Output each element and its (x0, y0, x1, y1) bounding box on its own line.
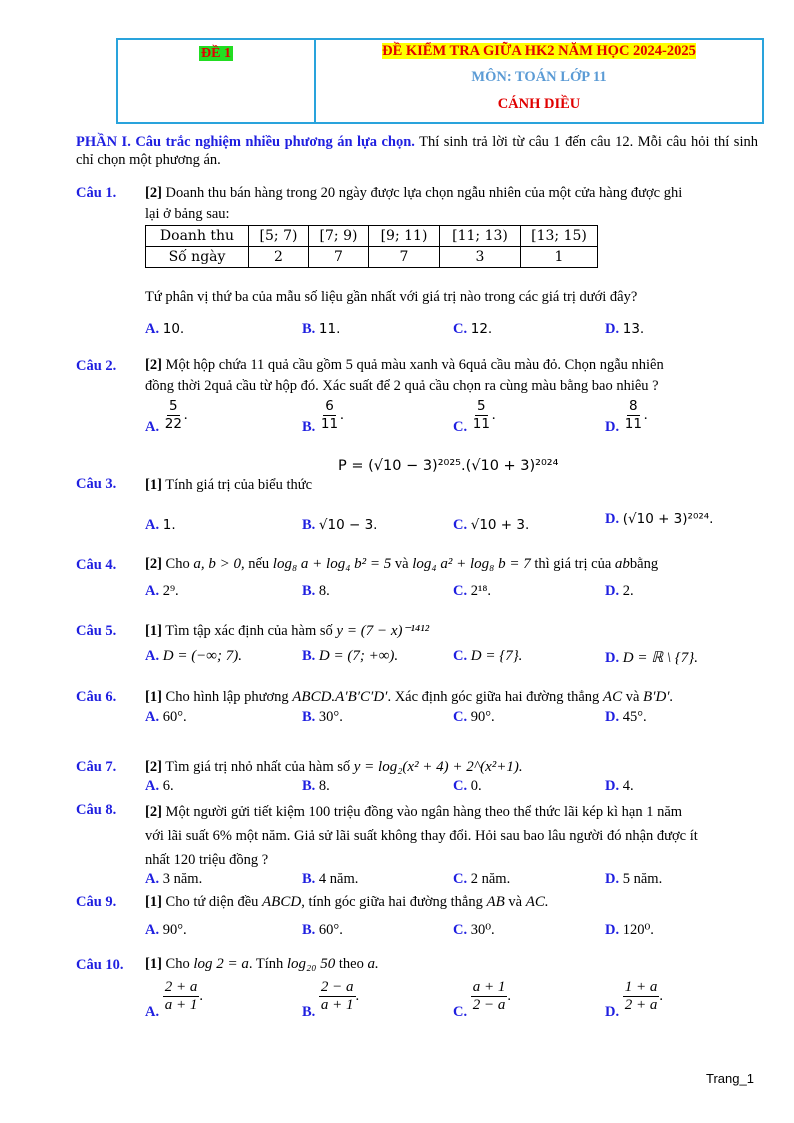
table-cell: 1 (521, 247, 598, 268)
q1-stem (145, 183, 757, 225)
q5-option-a: A. D = (−∞; 7). (145, 648, 242, 664)
q7-stem: [2] Tìm giá trị nhỏ nhất của hàm số y = log₂(x² + 4) + 2^(x²+1). (145, 759, 523, 775)
q4-level: [2] (145, 556, 162, 572)
q3-option-b: B. √10 − 3. (302, 517, 378, 533)
q3-option-a: A. 1. (145, 517, 176, 533)
q4-stem: [2] Cho a, b > 0, nếu log₈ a + log₄ b² = 5 và log₄ a² + log₈ b = 7 thì giá trị của abbằng (145, 556, 659, 572)
exam-header (116, 38, 764, 124)
q2-stem (145, 355, 757, 397)
exam-subject: MÔN: TOÁN LỚP 11 (471, 69, 607, 85)
table-cell: 7 (369, 247, 440, 268)
q3-level: [1] (145, 477, 162, 493)
q9-option-b: B. 60°. (302, 922, 343, 938)
exam-code: ĐỀ 1 (201, 46, 231, 61)
q2-label: Câu 2. (76, 358, 117, 374)
q6-option-b: B. 30°. (302, 709, 343, 725)
q2-line2: đồng thời 2quả cầu từ hộp đó. Xác suất để 2 quả cầu chọn ra cùng màu bằng bao nhiêu ? (145, 378, 659, 394)
q5-option-c: C. D = {7}. (453, 648, 523, 664)
q5-level: [1] (145, 623, 162, 639)
q2-option-b: B. $\frac{6}{11}$ . (302, 398, 344, 435)
q2-option-a: A. $\frac{5}{22}$ . (145, 398, 188, 435)
q10-option-c: C. $\frac{a + 1}{2 - a}$ . (453, 979, 511, 1020)
q7-label: Câu 7. (76, 759, 117, 775)
table-cell: Số ngày (146, 247, 249, 268)
q9-level: [1] (145, 894, 162, 910)
table-row (146, 247, 598, 268)
q1-data-table (145, 225, 598, 268)
part1-instruction: Thí sinh trả lời từ câu 1 đến câu 12. Mỗi câu hỏi thí sinh chỉ chọn một phương án. (76, 134, 758, 168)
table-cell: [7; 9) (309, 226, 369, 247)
header-right-cell (316, 40, 762, 122)
q2-level: [2] (145, 357, 162, 373)
table-cell: [9; 11) (369, 226, 440, 247)
q10-option-b: B. $\frac{2 - a}{a + 1}$ . (302, 979, 360, 1020)
q8-option-a: A. 3 năm. (145, 871, 203, 887)
page-number: Trang_1 (706, 1071, 754, 1086)
q5-option-d: D. D = ℝ \ {7}. (605, 650, 698, 666)
q7-option-d: D. 4. (605, 778, 634, 794)
q3-option-d: D. (√10 + 3)²⁰²⁴. (605, 511, 714, 527)
q4-option-b: B. 8. (302, 583, 330, 599)
q4-option-c: C. 2¹⁸. (453, 583, 492, 599)
q5-option-b: B. D = (7; +∞). (302, 648, 399, 664)
q10-stem: [1] Cho log 2 = a. Tính log₂₀ 50 theo a. (145, 956, 379, 972)
table-cell: 3 (440, 247, 521, 268)
q10-option-d: D. $\frac{1 + a}{2 + a}$ . (605, 979, 663, 1020)
exam-title: ĐỀ KIỂM TRA GIỮA HK2 NĂM HỌC 2024-2025 (382, 43, 696, 59)
q6-stem: [1] Cho hình lập phương ABCD.A′B′C′D′. Xác định góc giữa hai đường thẳng AC và B′D′. (145, 689, 674, 705)
q4-option-a: A. 2⁹. (145, 583, 179, 599)
part1-intro (76, 133, 758, 169)
q10-label: Câu 10. (76, 957, 124, 973)
q1-option-b: B. 11. (302, 321, 341, 337)
exam-book: CÁNH DIỀU (497, 96, 581, 112)
q6-option-c: C. 90°. (453, 709, 495, 725)
table-cell: 7 (309, 247, 369, 268)
q8-stem: [2] Một người gửi tiết kiệm 100 triệu đồng vào ngân hàng theo thể thức lãi kép kì hạn 1 năm với lãi suất 6% một năm. Giả sử lãi suất không thay đổi. Hỏi sau bao lâu người đó nhận được ít nhất 120 triệu đồng ? (145, 804, 698, 868)
table-cell: Doanh thu (146, 226, 249, 247)
q1-line1: Doanh thu bán hàng trong 20 ngày được lựa chọn ngẫu nhiên của một cửa hàng được ghi (161, 185, 683, 201)
header-left-cell (118, 40, 316, 122)
q2-option-c: C. $\frac{5}{11}$ . (453, 398, 496, 435)
table-cell: [5; 7) (249, 226, 309, 247)
q1-option-a: A. 10. (145, 321, 185, 337)
q4-label: Câu 4. (76, 557, 117, 573)
q8-option-c: C. 2 năm. (453, 871, 511, 887)
q10-option-a: A. $\frac{2 + a}{a + 1}$ . (145, 979, 203, 1020)
table-cell: [13; 15) (521, 226, 598, 247)
table-header-row (146, 226, 598, 247)
table-cell: [11; 13) (440, 226, 521, 247)
q5-stem: [1] Tìm tập xác định của hàm số y = (7 − x)⁻¹⁴¹² (145, 623, 430, 639)
q1-option-d: D. 13. (605, 321, 645, 337)
q3-stem (145, 474, 757, 497)
q5-label: Câu 5. (76, 623, 117, 639)
q7-level: [2] (145, 759, 162, 775)
q1-option-c: C. 12. (453, 321, 493, 337)
q7-option-a: A. 6. (145, 778, 174, 794)
q8-level: [2] (145, 804, 162, 820)
q2-line1: Một hộp chứa 11 quả cầu gồm 5 quả màu xanh và 6quả cầu màu đỏ. Chọn ngẫu nhiên (161, 357, 664, 373)
q1-question: Tứ phân vị thứ ba của mẫu số liệu gần nhất với giá trị nào trong các giá trị dưới đây? (145, 289, 638, 305)
q9-option-a: A. 90°. (145, 922, 187, 938)
q7-option-b: B. 8. (302, 778, 330, 794)
q1-label: Câu 1. (76, 185, 117, 201)
q3-expression: P = (√10 − 3)²⁰²⁵.(√10 + 3)²⁰²⁴ (338, 458, 559, 474)
q8-label: Câu 8. (76, 802, 117, 818)
q8-option-d: D. 5 năm. (605, 871, 663, 887)
q6-option-d: D. 45°. (605, 709, 647, 725)
q1-line2: lại ở bảng sau: (145, 206, 230, 222)
q10-level: [1] (145, 956, 162, 972)
q8-option-b: B. 4 năm. (302, 871, 359, 887)
part1-heading: PHẦN I. Câu trắc nghiệm nhiều phương án lựa chọn. (76, 134, 415, 150)
q6-label: Câu 6. (76, 689, 117, 705)
q9-option-d: D. 120⁰. (605, 922, 654, 938)
table-cell: 2 (249, 247, 309, 268)
q3-label: Câu 3. (76, 476, 117, 492)
q9-label: Câu 9. (76, 894, 117, 910)
q1-level: [2] (145, 185, 162, 201)
q3-option-c: C. √10 + 3. (453, 517, 530, 533)
q9-stem: [1] Cho tứ diện đều ABCD, tính góc giữa hai đường thẳng AB và AC. (145, 894, 549, 910)
q9-option-c: C. 30⁰. (453, 922, 495, 938)
q6-level: [1] (145, 689, 162, 705)
q3-text: Tính giá trị của biểu thức (161, 477, 313, 493)
q7-option-c: C. 0. (453, 778, 482, 794)
q4-option-d: D. 2. (605, 583, 634, 599)
q2-option-d: D. $\frac{8}{11}$ . (605, 398, 648, 435)
q6-option-a: A. 60°. (145, 709, 187, 725)
